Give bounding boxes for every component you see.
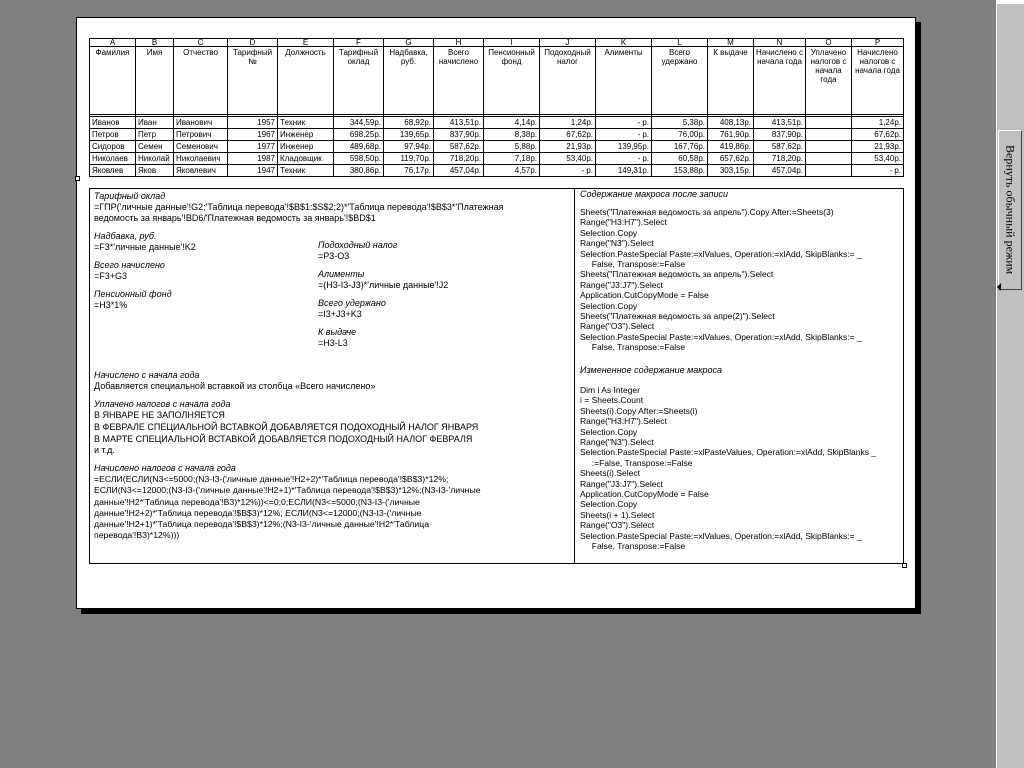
paid-line4: и т.д. [94,445,115,455]
income-tax-formula: =P3-O3 [318,251,350,261]
paid-title: Уплачено налогов с начала года [94,399,231,409]
pension-formula: =H3*1% [94,300,128,310]
table-cell: - р. [596,129,652,141]
table-cell: 7,18р. [484,153,540,165]
table-cell: Яков [136,165,174,177]
table-cell: 419,86р. [708,141,754,153]
table-cell: Техник [278,165,334,177]
table-cell: 4,14р. [484,117,540,129]
taxes-title: Начислено налогов с начала года [94,463,236,473]
header-cell: Начислено с начала года [754,47,806,115]
alimony-formula: =(H3-I3-J3)*'личные данные'!J2 [318,280,449,290]
column-letter-o: O [806,39,852,47]
table-cell: 718,20р. [434,153,484,165]
table-cell [806,153,852,165]
table-cell: - р. [596,153,652,165]
table-cell: 139,65р. [384,129,434,141]
header-cell: Должность [278,47,334,115]
table-cell: 1977 [228,141,278,153]
table-cell: - р. [596,117,652,129]
table-cell: 1957 [228,117,278,129]
table-cell: 21,93р. [540,141,596,153]
table-cell: 53,40р. [852,153,904,165]
paid-line2: В ФЕВРАЛЕ СПЕЦИАЛЬНОЙ ВСТАВКОЙ ДОБАВЛЯЕТСЯ ПОДОХОДНЫЙ НАЛОГ ЯНВАРЯ [94,422,479,432]
column-letter-j: J [540,39,596,47]
table-cell: 21,93р. [852,141,904,153]
table-cell: Николаев [90,153,136,165]
table-cell: Иван [136,117,174,129]
table-cell: 489,68р. [334,141,384,153]
table-cell [806,165,852,177]
table-cell [806,129,852,141]
column-letter-h: H [434,39,484,47]
column-letter-k: K [596,39,652,47]
table-cell: 587,62р. [754,141,806,153]
tariff-formula-line2: ведомость за январь'!BD6/'Платежная ведомость за январь'!$BD$1 [94,213,376,223]
table-cell: 837,90р. [434,129,484,141]
header-row [90,47,904,115]
table-cell: 1967 [228,129,278,141]
column-letter-f: F [334,39,384,47]
table-cell: 718,20р. [754,153,806,165]
ytd-text: Добавляется специальной вставкой из столбца «Всего начислено» [94,381,376,391]
table-cell: 698,25р. [334,129,384,141]
column-letter-e: E [278,39,334,47]
table-row [90,117,904,129]
table-cell: 457,04р. [434,165,484,177]
table-cell: Иванов [90,117,136,129]
table-cell: Сидоров [90,141,136,153]
header-cell: Отчество [174,47,228,115]
table-cell: 8,38р. [484,129,540,141]
table-cell: Инженер [278,129,334,141]
table-cell: 587,62р. [434,141,484,153]
table-row [90,141,904,153]
total-formula: =F3+G3 [94,271,128,281]
table-cell [806,141,852,153]
arrow-left-icon [997,283,1001,291]
tariff-formula-line1: =ГПР('личные данные'!G2;'Таблица перевода'!$B$1:$S$2;2)*'Таблица перевода'!$B$3*'Платежная [94,202,504,212]
column-letter-i: I [484,39,540,47]
column-letter-p: P [852,39,904,47]
header-cell: Тарифный № [228,47,278,115]
column-letter-d: D [228,39,278,47]
return-normal-mode-label: Вернуть обычный режим [1003,145,1018,275]
header-cell: Всего начислено [434,47,484,115]
header-cell: Подоходный налог [540,47,596,115]
paid-line1: В ЯНВАРЕ НЕ ЗАПОЛНЯЕТСЯ [94,410,225,420]
header-cell: Фамилия [90,47,136,115]
table-cell: 67,62р. [540,129,596,141]
bonus-formula: =F3*'личные данные'!K2 [94,242,196,252]
spreadsheet-table [89,38,904,177]
table-cell: 837,90р. [754,129,806,141]
selection-handle[interactable] [75,176,80,181]
pension-title: Пенсионный фонд [94,289,172,299]
table-cell: Петрович [174,129,228,141]
macro-code: Sheets("Платежная ведомость за апрель").Copy After:=Sheets(3) Range("H3:H7").Select Selection.Copy Range("N3").Select Selection.PasteSpecial Paste:=xlValues, Operation:=xlAdd, SkipBlanks:= _ False, Transpose:=False Sheets("Платежная ведомость за апрель").Select Range("J3:J7").Select Application.CutCopyMode = False Selection.Copy Sheets("Платежная ведомость за апре(2)").Select Range("O3").Select Selection.PasteSpecial Paste:=xlValues, Operation:=xlAdd, SkipBlanks:= _ False, Transpose:=False [580,207,862,353]
table-cell: 380,86р. [334,165,384,177]
column-letter-c: C [174,39,228,47]
header-cell: Тарифный оклад [334,47,384,115]
table-cell: 153,88р. [652,165,708,177]
table-cell: 76,00р. [652,129,708,141]
table-cell: Яковлевич [174,165,228,177]
table-cell: Николаевич [174,153,228,165]
table-cell: 149,31р. [596,165,652,177]
table-cell: 1947 [228,165,278,177]
income-tax-title: Подоходный налог [318,240,398,250]
notes-frame [89,188,904,564]
table-cell: 67,62р. [852,129,904,141]
table-cell: - р. [852,165,904,177]
resize-handle[interactable] [902,563,907,568]
table-cell: 344,59р. [334,117,384,129]
column-letter-b: B [136,39,174,47]
total-title: Всего начислено [94,260,165,270]
table-cell: - р. [540,165,596,177]
alimony-title: Алименты [318,269,365,279]
withheld-title: Всего удержано [318,298,386,308]
header-cell: Уплачено налогов с начала года [806,47,852,115]
top-strip [996,0,1024,4]
header-cell: Пенсионный фонд [484,47,540,115]
table-cell: 68,92р. [384,117,434,129]
table-cell: 139,95р. [596,141,652,153]
column-letters-row [90,39,904,47]
table-cell: Яковлев [90,165,136,177]
table-cell: 413,51р. [434,117,484,129]
table-cell: 119,70р. [384,153,434,165]
table-cell: 5,88р. [484,141,540,153]
table-cell: 598,50р. [334,153,384,165]
table-cell: Петр [136,129,174,141]
table-cell: Кладовщик [278,153,334,165]
table-cell: 408,13р. [708,117,754,129]
table-cell: Петров [90,129,136,141]
header-cell: Всего удержано [652,47,708,115]
table-row [90,165,904,177]
header-cell: Алименты [596,47,652,115]
table-cell: 413,51р. [754,117,806,129]
macro2-code: Dim i As Integer i = Sheets.Count Sheets(i).Copy After:=Sheets(i) Range("H3:H7").Select Selection.Copy Range("N3").Select Selection.PasteSpecial Paste:=xlPasteValues, Operation:=xlAdd, SkipBlanks _ :=False, Transpose:=False Sheets(i).Select Range("J3:J7").Select Application.CutCopyMode = False Selection.Copy Sheets(i + 1).Select Range("O3").Select Selection.PasteSpecial Paste:=xlValues, Operation:=xlAdd, SkipBlanks:= _ False, Transpose:=False [580,385,877,552]
notes-divider [574,189,575,563]
table-cell: 76,17р. [384,165,434,177]
taxes-formula: =ЕСЛИ(ЕСЛИ(N3<=5000;(N3-I3-('личные данные'!H2+2)*'Таблица перевода'!$B$3)*12%; ЕСЛИ(N3<=12000;(N3-I3-('личные данные'!H2+1)*'Таблица перевода'!$B$3)*12%;(N3-I3-'личные данные'!H2*'Таблица перевода'!B3)*12%))<=0;0;ЕСЛИ(N3<=5000;(N3-I3-('личные данные'!H2+2)*'Таблица перевода'!$B$3)*12%; ЕСЛИ(N3<=12000;(N3-I3-('личные данные'!H2+1)*'Таблица перевода'!$B$3)*12%;(N3-I3-'личные данные'!H2*'Таблица перевода'!B3)*12%))) [94,474,481,541]
table-cell: 761,90р. [708,129,754,141]
payout-formula: =H3-L3 [318,338,348,348]
header-cell: Начислено налогов с начала года [852,47,904,115]
ytd-title: Начислено с начала года [94,370,200,380]
column-letter-m: M [708,39,754,47]
table-row [90,129,904,141]
header-cell: Надбавка, руб. [384,47,434,115]
return-normal-mode-button[interactable] [998,130,1022,290]
column-letter-a: A [90,39,136,47]
table-cell: Инженер [278,141,334,153]
print-preview-page [76,17,916,609]
header-cell: К выдаче [708,47,754,115]
table-cell: 167,76р. [652,141,708,153]
table-cell: 1,24р. [540,117,596,129]
column-letter-g: G [384,39,434,47]
macro-title: Содержание макроса после записи [580,189,728,199]
table-cell: 53,40р. [540,153,596,165]
table-cell: 303,15р. [708,165,754,177]
column-letter-n: N [754,39,806,47]
bonus-title: Надбавка, руб. [94,231,157,241]
paid-line3: В МАРТЕ СПЕЦИАЛЬНОЙ ВСТАВКОЙ ДОБАВЛЯЕТСЯ ПОДОХОДНЫЙ НАЛОГ ФЕВРАЛЯ [94,434,473,444]
withheld-formula: =I3+J3+K3 [318,309,362,319]
table-cell [806,117,852,129]
macro2-title: Измененное содержание макроса [580,365,723,375]
table-cell: Николай [136,153,174,165]
table-cell: Техник [278,117,334,129]
table-cell: 1,24р. [852,117,904,129]
table-cell: Иванович [174,117,228,129]
table-cell: 4,57р. [484,165,540,177]
header-cell: Имя [136,47,174,115]
right-panel [996,0,1024,768]
table-cell: 5,38р. [652,117,708,129]
table-cell: 457,04р. [754,165,806,177]
table-cell: Семенович [174,141,228,153]
payout-title: К выдаче [318,327,357,337]
table-cell: 1987 [228,153,278,165]
table-cell: Семен [136,141,174,153]
table-cell: 657,62р. [708,153,754,165]
table-cell: 60,58р. [652,153,708,165]
tariff-title: Тарифный оклад [94,191,166,201]
table-row [90,153,904,165]
column-letter-l: L [652,39,708,47]
table-cell: 97,94р. [384,141,434,153]
